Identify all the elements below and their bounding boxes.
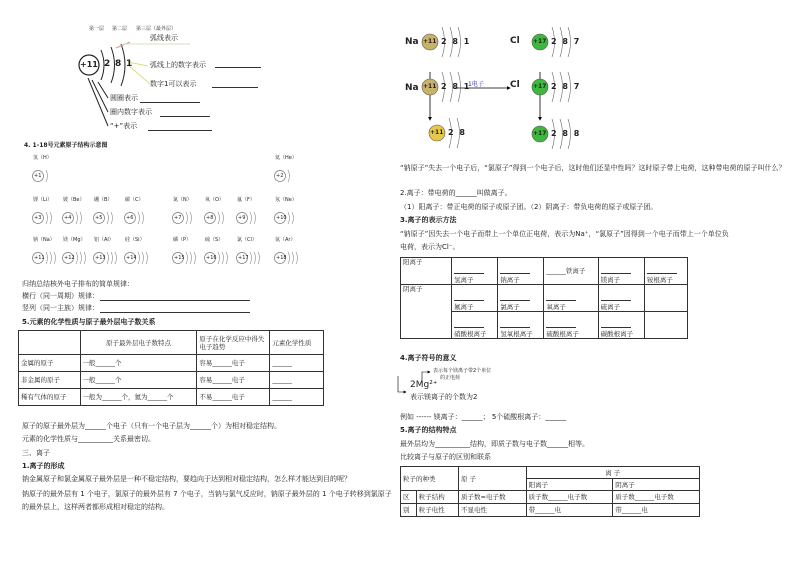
example-line: 例如 ------ 镁离子：______； 5个硫酸根离子：______	[400, 413, 567, 421]
table-cell: 碳酸根离子	[598, 312, 644, 339]
chemical-property-text: 元素的化学性质与__________关系最密切。	[22, 435, 155, 443]
atom-name: 硅（Si）	[125, 237, 145, 243]
atom-charge: +11	[34, 255, 45, 261]
section-5-title: 5.元素的化学性质与原子最外层电子数关系	[22, 318, 156, 326]
atom-charge: +14	[126, 255, 137, 261]
atom-shell-arc	[292, 212, 294, 224]
atom-shell-arc	[288, 252, 290, 264]
atom-shell-arc	[115, 252, 117, 264]
ion-question: 钠金属原子和氯金属原子最外层是一种不稳定结构，要趋向于达到相对稳定结构，怎么样才能达到目的呢？	[22, 475, 351, 483]
table-cell: 粒子结构	[416, 491, 458, 504]
atom-shell-arc	[296, 252, 298, 264]
annotation-arc-number: 弧线上的数字表示	[150, 61, 206, 69]
mg-ion-symbol: 2Mg²⁺	[410, 380, 438, 390]
annotation-digit-1: 数字1可以表示	[150, 80, 197, 88]
blank-line	[212, 87, 258, 88]
comparison-title: 比较离子与原子的区别和联系	[400, 453, 491, 461]
table-cell: 氢离子	[452, 258, 498, 285]
atom-shell-arc	[111, 252, 113, 264]
atom-name: 氯（Cl）	[237, 237, 257, 243]
atom-shell-arc	[54, 252, 56, 264]
atom-name: 氧（O）	[205, 197, 224, 203]
ion-symbol-meaning-title: 4.离子符号的意义	[400, 354, 457, 362]
atom-shell-arc	[142, 252, 144, 264]
atom-name: 锂（Li）	[33, 197, 53, 203]
ion-electron-counts: 2 8 7	[551, 37, 580, 46]
atom-shell-arc	[288, 170, 290, 182]
table-cell: 金属的原子	[19, 355, 81, 372]
table-header: 原子在化学反应中得失电子趋势	[197, 331, 270, 355]
atom-charge: +17	[238, 255, 249, 261]
atom-shell-arc	[190, 252, 192, 264]
element-property-table	[18, 330, 324, 406]
atom-shell-arc	[84, 252, 86, 264]
atom-charge: +6	[126, 215, 134, 221]
table-cell: 质子数______电子数	[526, 491, 613, 504]
ion-nucleus-charge: +17	[533, 83, 547, 90]
table-cell: 镁离子	[598, 258, 644, 285]
layer-label-3: 第三层（最外层）	[136, 26, 177, 32]
table-cell: 硝酸根离子	[452, 312, 498, 339]
ion-definition: 2.离子：带电荷的______叫做离子。	[400, 189, 512, 197]
table-cell: 区	[401, 491, 417, 504]
ion-nucleus-charge: +17	[533, 130, 547, 137]
table-cell: 带______电	[613, 504, 700, 517]
atom-shell-arc	[76, 252, 78, 264]
atom-shell-arc	[146, 252, 148, 264]
ion-notation-title: 3.离子的表示方法	[400, 216, 457, 224]
table-cell: 氧离子	[544, 285, 598, 312]
ion-charge-question: “钠原子”失去一个电子后，“氯原子”得到一个电子后，这时他们还显中性吗？这时原子带上电荷，这种带电荷的原子叫什么？	[400, 164, 786, 172]
ion-electron-counts: 2 8 7	[551, 82, 580, 91]
table-cell: 别	[401, 504, 417, 517]
horizontal-rule: 横行（同一周期）规律：	[22, 292, 99, 300]
annotation-plus: “+”表示	[110, 122, 138, 130]
anion-row-header: 阴离子	[401, 285, 452, 339]
shell-arc-2	[111, 47, 115, 83]
table-cell: 容易______电子	[197, 355, 270, 372]
atom-shell-arc	[107, 212, 109, 224]
atom-charge: +2	[276, 173, 284, 179]
table-cell: 粒子电性	[416, 504, 458, 517]
blank-line	[100, 300, 250, 301]
table-header: 离 子	[526, 467, 699, 479]
atom-shell-arc	[218, 252, 220, 264]
table-cell: ______	[270, 355, 324, 372]
ion-nucleus-charge: +17	[533, 38, 547, 45]
blank-line	[100, 312, 250, 313]
annotation-circle: 圆圈表示	[110, 94, 138, 102]
table-cell: 稀有气体的原子	[19, 389, 81, 406]
atom-name: 镁（Mg）	[63, 237, 86, 243]
table-cell: 带______电	[526, 504, 613, 517]
atom-shell-arc	[76, 212, 78, 224]
atom-shell-arc	[46, 212, 48, 224]
atom-name: 氩（Ar）	[275, 237, 296, 243]
ion-symbol-table	[400, 257, 688, 339]
atom-shell-arc	[190, 212, 192, 224]
ion-electron-counts: 2 8	[448, 128, 465, 137]
ion-nucleus-charge: +11	[423, 38, 437, 45]
atom-shell-arc	[226, 252, 228, 264]
atom-shell-arc	[218, 212, 220, 224]
ion-atom-comparison-table	[400, 466, 700, 517]
atom-structure-rows	[33, 170, 298, 264]
nucleus-charge: +11	[80, 60, 98, 69]
atom-shell-arc	[194, 252, 196, 264]
atom-name: 硫（S）	[205, 237, 224, 243]
table-cell: ______	[270, 389, 324, 406]
pointer-line	[88, 78, 108, 126]
atom-shell-arc	[50, 252, 52, 264]
layer-label-1: 第一层	[89, 26, 105, 32]
electron-count-2: 8	[115, 59, 122, 69]
ion-nucleus-charge: +11	[430, 129, 444, 136]
stable-structure-text: 原子的原子最外层为______个电子（只有一个电子层为______个）为相对稳定结构。	[22, 422, 281, 430]
vertical-rule: 竖列（同一主族）规律：	[22, 304, 99, 312]
blank-line	[148, 130, 212, 131]
annotation-inner-number: 圈内数字表示	[110, 108, 152, 116]
atom-name: 氖（Ne）	[275, 197, 297, 203]
atom-shell-arc	[107, 252, 109, 264]
table-cell: 氟离子	[452, 285, 498, 312]
table-cell	[644, 312, 687, 339]
blank-line	[140, 102, 200, 103]
atom-charge: +15	[174, 255, 185, 261]
shell-arc-3	[121, 44, 125, 86]
ion-electron-counts: 2 8 1	[441, 37, 470, 46]
atom-shell-arc	[50, 212, 52, 224]
table-cell: 一般______个	[80, 355, 197, 372]
ion-electron-counts: 2 8 8	[551, 129, 580, 138]
atom-shell-arc	[258, 252, 260, 264]
na-symbol: Na	[405, 83, 419, 93]
atom-shell-arc	[138, 252, 140, 264]
section-4-title: 4. 1-18号元素原子结构示意图	[24, 142, 108, 149]
electron-transfer-label: 1电子	[468, 81, 484, 88]
na-symbol: Na	[405, 37, 419, 47]
atom-charge: +8	[206, 215, 214, 221]
atom-shell-arc	[222, 212, 224, 224]
table-cell: 硫离子	[598, 285, 644, 312]
atom-shell-arc	[46, 252, 48, 264]
table-cell: 非金属的原子	[19, 372, 81, 389]
electron-count-3: 1	[126, 59, 133, 69]
table-header: 阴离子	[613, 479, 700, 491]
mg-charge-meaning: 的正电荷	[440, 375, 461, 381]
table-cell: 不显电性	[459, 504, 527, 517]
ion-paragraph: 的最外层上，这样两者都形成相对稳定的结构。	[22, 503, 169, 511]
atom-charge: +3	[34, 215, 42, 221]
atom-charge: +13	[95, 255, 106, 261]
atom-name: 硼（B）	[94, 197, 113, 203]
atom-charge: +9	[238, 215, 246, 221]
table-cell: 不易______电子	[197, 389, 270, 406]
pointer-line	[116, 42, 130, 48]
atom-charge: +18	[276, 255, 287, 261]
atom-name: 氟（F）	[237, 197, 255, 203]
table-header: 阳离子	[526, 479, 613, 491]
atom-name: 磷（P）	[173, 237, 192, 243]
ion-paragraph: 钠原子的最外层有 1 个电子，氯原子的最外层有 7 个电子，当钠与氯气反应时，钠原子最外层的 1 个电子转移到氯原子	[22, 490, 392, 498]
table-cell: 氯离子	[498, 285, 544, 312]
atom-shell-arc	[46, 170, 48, 182]
table-header: 粒子的种类	[401, 467, 459, 491]
table-cell: 一般为______个，氦为______个	[80, 389, 197, 406]
atom-shell-arc	[288, 212, 290, 224]
table-cell	[644, 285, 687, 312]
atom-shell-arc	[292, 252, 294, 264]
atom-shell-arc	[80, 212, 82, 224]
cl-symbol: Cl	[510, 80, 520, 90]
table-cell: 氢氧根离子	[498, 312, 544, 339]
atom-shell-arc	[186, 212, 188, 224]
table-cell: ______	[270, 372, 324, 389]
blank-line	[215, 67, 261, 68]
ion-structure-text: 最外层均为__________结构，即质子数与电子数______相等。	[400, 440, 589, 448]
atom-name: 氮（N）	[173, 197, 192, 203]
atom-shell-arc	[250, 212, 252, 224]
table-cell: 质子数______电子数	[613, 491, 700, 504]
table-header: 原子最外层电子数特点	[80, 331, 197, 355]
atom-name: 氢（H）	[33, 155, 52, 161]
atom-charge: +4	[64, 215, 72, 221]
atom-shell-arc	[254, 252, 256, 264]
electron-count-1: 2	[104, 59, 111, 69]
ion-nucleus-charge: +11	[423, 83, 437, 90]
atom-name: 氦（He）	[275, 155, 297, 161]
ion-formation-title: 1.离子的形成	[22, 462, 65, 470]
ion-electron-counts: 2 8 1	[441, 82, 470, 91]
ion-notation-paragraph: “钠原子”因失去一个电子而带上一个单位正电荷，表示为Na⁺，“氯原子”因得到一个电子而带上一个单位负	[400, 230, 729, 238]
atom-shell-arc	[186, 252, 188, 264]
section-3-title: 三、离子	[22, 449, 50, 457]
table-cell: 铵根离子	[644, 258, 687, 285]
mg-count-meaning: 表示镁离子的个数为2	[410, 393, 478, 401]
table-cell: 质子数=电子数	[459, 491, 527, 504]
ion-notation-paragraph: 电荷，表示为Cl⁻。	[400, 243, 460, 251]
atom-shell-arc	[138, 212, 140, 224]
rule-text: 归纳总结核外电子排布的简单规律：	[22, 280, 134, 288]
table-cell: 硫酸根离子	[544, 312, 598, 339]
table-cell: ______铁离子	[544, 258, 598, 285]
atom-name: 碳（C）	[125, 197, 144, 203]
annotation-arc: 弧线表示	[150, 34, 178, 42]
blank-line	[160, 116, 210, 117]
table-cell: 容易______电子	[197, 372, 270, 389]
ion-structure-title: 5.离子的结构特点	[400, 426, 457, 434]
atom-name: 铝（Al）	[94, 237, 114, 243]
atom-charge: +5	[95, 215, 103, 221]
table-cell: 一般______个	[80, 372, 197, 389]
cl-symbol: Cl	[510, 36, 520, 46]
atom-charge: +12	[64, 255, 75, 261]
atom-shell-arc	[111, 212, 113, 224]
table-cell: 钠离子	[498, 258, 544, 285]
mg-charge-meaning: 表示每个镁离子带2个单位	[433, 368, 492, 374]
atom-shell-arc	[254, 212, 256, 224]
cation-anion-definition: （1）阳离子：带正电荷的原子或原子团。（2）阴离子：带负电荷的原子或原子团。	[400, 203, 658, 211]
table-header: 元素化学性质	[270, 331, 324, 355]
atom-shell-arc	[80, 252, 82, 264]
layer-label-2: 第二层	[112, 26, 128, 32]
atom-shell-arc	[250, 252, 252, 264]
table-header: 原 子	[459, 467, 527, 491]
atom-charge: +16	[206, 255, 217, 261]
atom-shell-arc	[142, 212, 144, 224]
atom-shell-arc	[222, 252, 224, 264]
atom-name: 钠（Na）	[33, 237, 55, 243]
table-header	[19, 331, 81, 355]
cation-row-header: 阳离子	[401, 258, 452, 285]
atom-charge: +7	[174, 215, 182, 221]
atom-charge: +1	[34, 173, 42, 179]
atom-charge: +10	[276, 215, 287, 221]
mg-arrow	[398, 376, 406, 392]
atom-name: 铍（Be）	[63, 197, 85, 203]
